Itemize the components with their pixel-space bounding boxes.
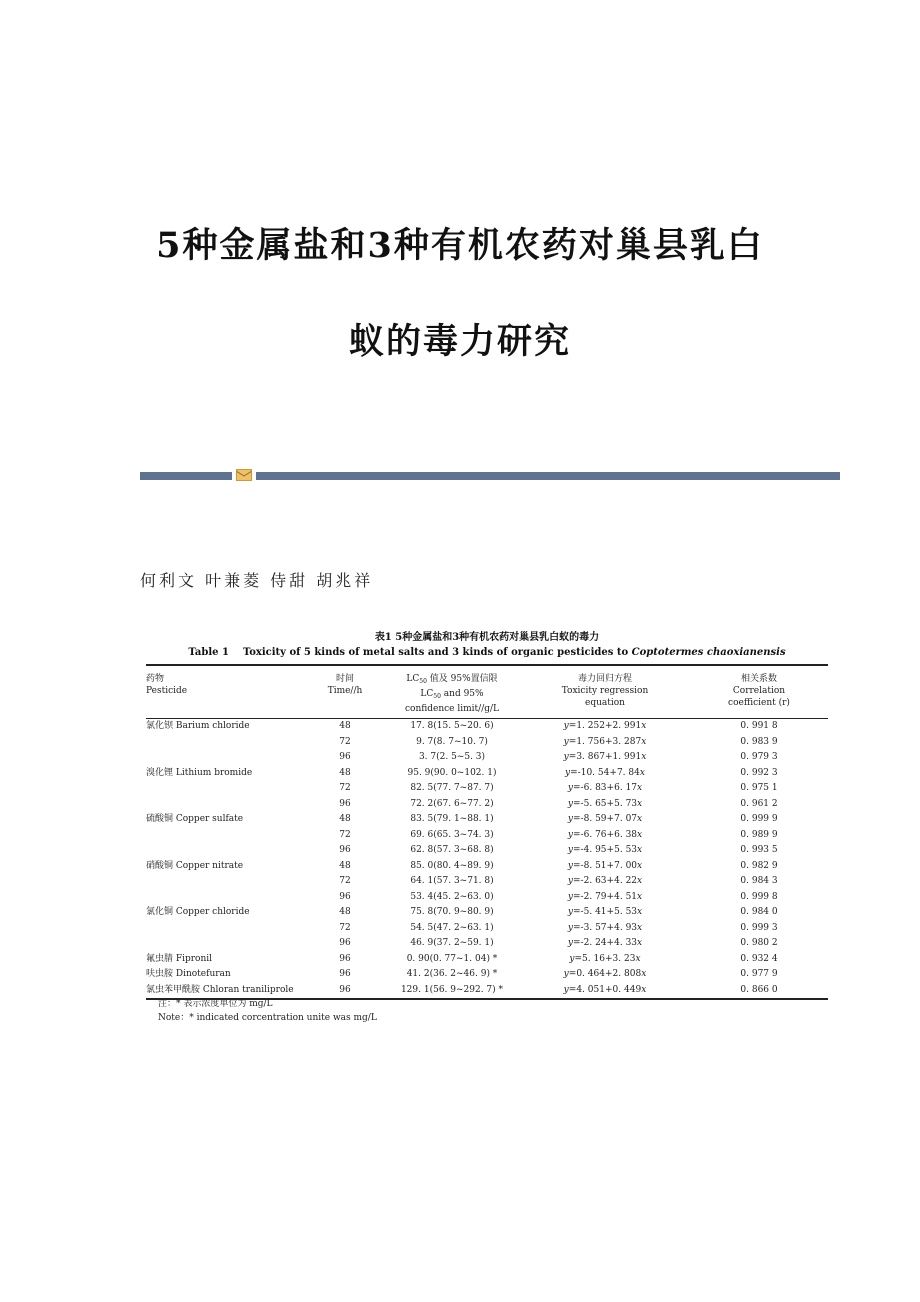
table-row — [146, 921, 828, 937]
header-equation-en-1: Toxicity regression — [561, 686, 649, 696]
cell-pesticide — [146, 843, 306, 859]
cell-pesticide: 溴化锂 Lithium bromide — [146, 767, 253, 778]
paper-title-line-2: 蚁的毒力研究 — [348, 321, 571, 362]
cell-time: 96 — [339, 752, 351, 762]
cell-time: 96 — [339, 891, 351, 902]
cell-pesticide — [146, 936, 306, 952]
table-row — [146, 781, 828, 797]
table-row — [146, 952, 828, 968]
header-equation-en-2: equation — [585, 698, 625, 708]
cell-lc50: 53. 4(45. 2~63. 0) — [410, 891, 494, 902]
cell-time: 48 — [339, 767, 351, 778]
header-pesticide-en: Pesticide — [146, 686, 188, 696]
header-equation — [520, 665, 690, 719]
cell-pesticide: 氟虫腈 Fipronil — [146, 953, 213, 964]
table-note-en: Note：* indicated corcentration unite was mg/L — [158, 1013, 377, 1023]
cell-correlation: 0. 932 4 — [740, 953, 778, 964]
cell-time: 72 — [339, 783, 351, 793]
toxicity-table — [146, 664, 828, 1000]
table-row — [146, 936, 828, 952]
header-lc50 — [384, 665, 520, 719]
cell-correlation: 0. 983 9 — [740, 736, 778, 747]
cell-time: 96 — [339, 938, 351, 948]
cell-time: 48 — [339, 907, 351, 917]
cell-pesticide — [146, 781, 306, 797]
cell-correlation: 0. 984 0 — [740, 907, 778, 917]
authors: 何利文 叶兼菱 侍甜 胡兆祥 — [140, 571, 374, 590]
cell-pesticide: 氯虫苯甲酰胺 Chloran traniliprole — [146, 983, 306, 1000]
cell-pesticide: 氯化钡 Barium chloride — [146, 721, 250, 731]
cell-lc50: 46. 9(37. 2~59. 1) — [410, 938, 494, 948]
cell-lc50: 9. 7(8. 7~10. 7) — [416, 736, 488, 747]
header-pesticide — [146, 665, 306, 719]
cell-pesticide — [146, 750, 306, 766]
cell-equation: y=-8. 59+7. 07x — [567, 814, 643, 824]
cell-correlation: 0. 975 1 — [740, 783, 778, 793]
table-row — [146, 967, 828, 983]
header-lc50-zh: $LC_{50}$ 值及 95%置信限 — [406, 674, 498, 685]
table-caption-label: Table 1 — [188, 647, 229, 658]
cell-equation: y=-2. 24+4. 33x — [567, 938, 643, 948]
cell-equation: y=0. 464+2. 808x — [563, 969, 647, 979]
header-time — [306, 665, 384, 719]
cell-time: 72 — [339, 876, 351, 886]
cell-equation: y=-5. 65+5. 73x — [567, 798, 643, 809]
divider-right — [256, 472, 840, 480]
paper-title-line-1: 5种金属盐和3种有机农药对巢县乳白 — [156, 225, 764, 266]
header-correlation-en-2: coefficient (r) — [728, 698, 790, 708]
table-row — [146, 766, 828, 782]
header-lc50-en-2: confidence limit//g/L — [405, 704, 499, 714]
table-row — [146, 859, 828, 875]
cell-lc50: 83. 5(79. 1~88. 1) — [410, 814, 494, 824]
cell-correlation: 0. 989 9 — [740, 829, 778, 840]
header-time-en: Time//h — [327, 686, 363, 696]
cell-correlation: 0. 999 3 — [740, 922, 778, 933]
cell-lc50: 3. 7(2. 5~5. 3) — [418, 752, 486, 762]
table-row — [146, 905, 828, 921]
cell-pesticide — [146, 921, 306, 937]
header-equation-zh: 毒力回归方程 — [577, 674, 632, 684]
table-caption-species: Coptotermes chaoxianensis — [631, 647, 786, 658]
header-correlation — [690, 665, 828, 719]
cell-correlation: 0. 961 2 — [740, 798, 778, 809]
header-lc50-en: $LC_{50}$ and 95% — [420, 689, 484, 700]
table-body — [146, 719, 828, 1000]
header-time-zh: 时间 — [335, 674, 354, 684]
table-row — [146, 797, 828, 813]
cell-equation: y=-2. 63+4. 22x — [567, 876, 643, 886]
table-row — [146, 719, 828, 735]
cell-correlation: 0. 991 8 — [740, 721, 778, 731]
cell-lc50: 17. 8(15. 5~20. 6) — [410, 721, 494, 731]
table-row — [146, 890, 828, 906]
header-correlation-zh: 相关系数 — [740, 674, 777, 684]
cell-pesticide — [146, 735, 306, 751]
cell-lc50: 95. 9(90. 0~102. 1) — [407, 767, 497, 778]
cell-equation: y=5. 16+3. 23x — [569, 953, 641, 964]
table-row — [146, 828, 828, 844]
cell-pesticide: 氯化铜 Copper chloride — [146, 907, 250, 917]
cell-correlation: 0. 999 9 — [740, 814, 778, 824]
cell-equation: y=1. 252+2. 991x — [563, 721, 647, 731]
cell-correlation: 0. 984 3 — [740, 876, 778, 886]
cell-equation: y=4. 051+0. 449x — [520, 983, 690, 1000]
cell-equation: y=1. 756+3. 287x — [563, 736, 647, 747]
cell-time: 96 — [339, 798, 351, 809]
cell-correlation: 0. 993 5 — [740, 845, 778, 855]
table-row — [146, 843, 828, 859]
cell-pesticide: 呋虫胺 Dinotefuran — [146, 969, 231, 979]
divider-left — [140, 472, 232, 480]
cell-pesticide — [146, 797, 306, 813]
cell-equation: y=-2. 79+4. 51x — [567, 891, 643, 902]
cell-pesticide — [146, 874, 306, 890]
cell-correlation: 0. 979 3 — [740, 752, 778, 762]
cell-lc50: 62. 8(57. 3~68. 8) — [410, 845, 494, 855]
cell-time: 96 — [306, 983, 384, 1000]
cell-lc50: 64. 1(57. 3~71. 8) — [410, 876, 494, 886]
cell-equation: y=-6. 76+6. 38x — [567, 829, 643, 840]
table-row — [146, 812, 828, 828]
envelope-icon — [236, 469, 252, 481]
table-caption-zh: 表1 5种金属盐和3种有机农药对巢县乳白蚁的毒力 — [374, 632, 600, 643]
cell-pesticide — [146, 890, 306, 906]
table-header-row — [146, 665, 828, 719]
cell-lc50: 41. 2(36. 2~46. 9) * — [406, 969, 498, 979]
cell-lc50: 82. 5(77. 7~87. 7) — [410, 783, 494, 793]
cell-equation: y=-3. 57+4. 93x — [567, 922, 643, 933]
table-row — [146, 750, 828, 766]
cell-equation: y=-6. 83+6. 17x — [567, 783, 643, 793]
header-pesticide-zh: 药物 — [146, 674, 165, 684]
cell-time: 96 — [339, 953, 351, 964]
table-notes — [158, 997, 377, 1025]
header-correlation-en-1: Correlation — [732, 686, 786, 696]
table-note-zh: 注：* 表示浓度单位为 mg/L — [158, 999, 273, 1009]
cell-equation: y=-10. 54+7. 84x — [565, 767, 645, 778]
cell-equation: y=-5. 41+5. 53x — [567, 907, 643, 917]
table-row — [146, 874, 828, 890]
cell-time: 72 — [339, 736, 351, 747]
table-caption-text: Toxicity of 5 kinds of metal salts and 3 kinds of organic pesticides to — [242, 647, 632, 658]
cell-correlation: 0. 977 9 — [740, 969, 778, 979]
cell-time: 96 — [339, 845, 351, 855]
cell-time: 72 — [339, 829, 351, 840]
cell-pesticide: 硝酸铜 Copper nitrate — [146, 860, 244, 871]
cell-time: 48 — [339, 860, 351, 871]
cell-lc50: 129. 1(56. 9~292. 7) * — [384, 983, 520, 1000]
cell-lc50: 0. 90(0. 77~1. 04) * — [406, 953, 498, 964]
cell-pesticide: 硫酸铜 Copper sulfate — [146, 814, 244, 824]
cell-time: 96 — [339, 969, 351, 979]
table-row — [146, 735, 828, 751]
cell-lc50: 85. 0(80. 4~89. 9) — [410, 860, 494, 871]
cell-correlation: 0. 999 8 — [740, 891, 778, 902]
cell-time: 72 — [339, 922, 351, 933]
cell-equation: y=3. 867+1. 991x — [563, 752, 647, 762]
cell-lc50: 72. 2(67. 6~77. 2) — [410, 798, 494, 809]
cell-lc50: 69. 6(65. 3~74. 3) — [410, 829, 494, 840]
cell-pesticide — [146, 828, 306, 844]
table-caption-en — [146, 647, 828, 658]
cell-lc50: 75. 8(70. 9~80. 9) — [410, 907, 494, 917]
cell-correlation: 0. 866 0 — [690, 983, 828, 1000]
cell-time: 48 — [339, 814, 351, 824]
cell-correlation: 0. 982 9 — [740, 860, 778, 871]
cell-correlation: 0. 980 2 — [740, 938, 778, 948]
cell-equation: y=-4. 95+5. 53x — [567, 845, 643, 855]
cell-lc50: 54. 5(47. 2~63. 1) — [410, 922, 494, 933]
cell-time: 48 — [339, 721, 351, 731]
cell-equation: y=-8. 51+7. 00x — [567, 860, 643, 871]
cell-correlation: 0. 992 3 — [740, 767, 778, 778]
